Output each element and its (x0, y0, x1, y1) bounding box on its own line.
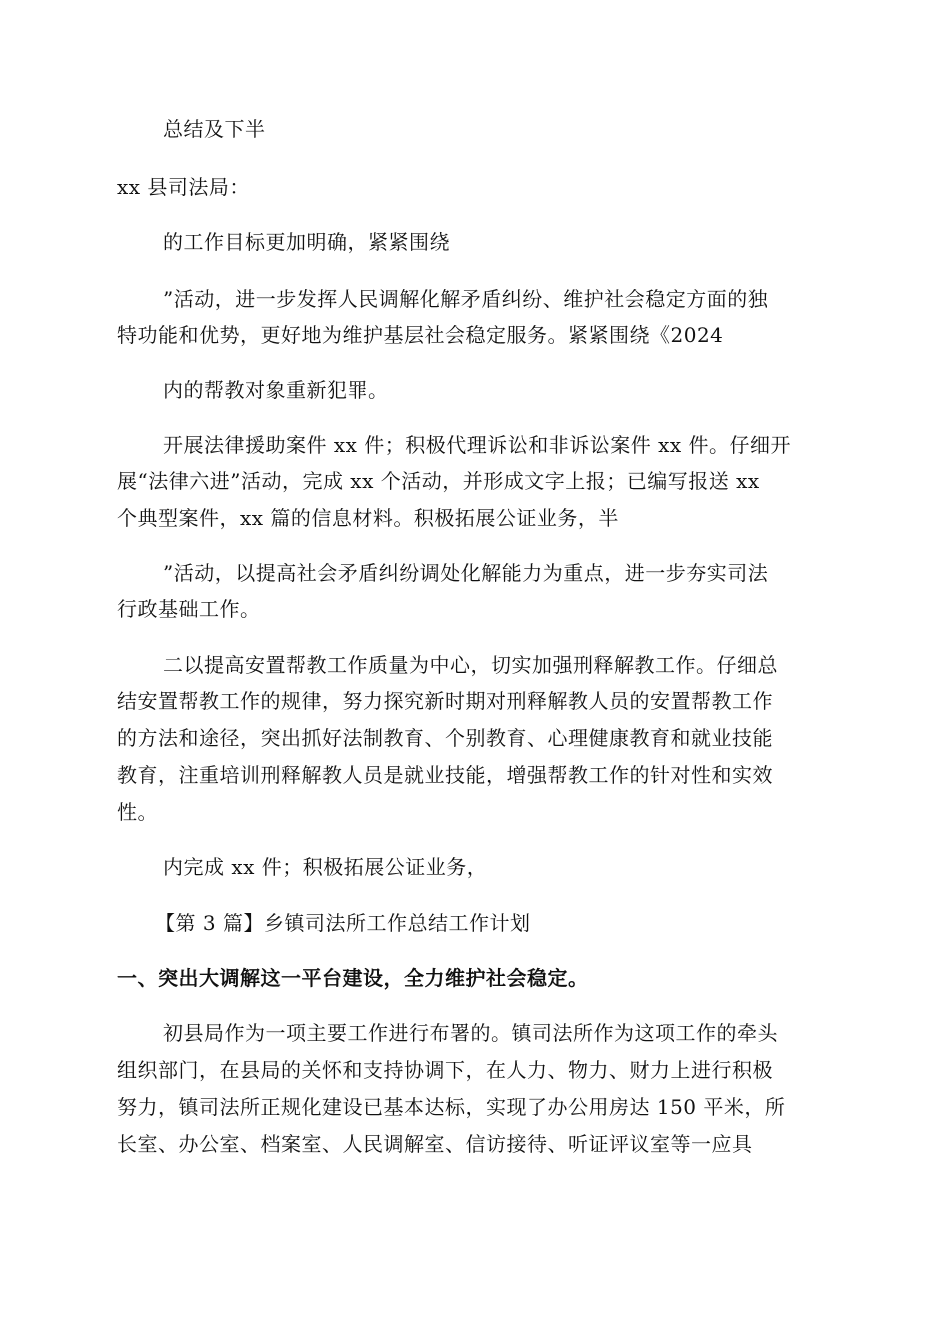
text-line: 总结及下半 (163, 117, 266, 141)
text-line: 组织部门，在县局的关怀和支持协调下，在人力、物力、财力上进行积极 (117, 1058, 773, 1082)
text-line: 内的帮教对象重新犯罪。 (163, 378, 389, 402)
text-line: 开展法律援助案件 xx 件；积极代理诉讼和非诉讼案件 xx 件。仔细开 (163, 433, 792, 457)
text-line: 性。 (117, 800, 158, 824)
text-line: 二以提高安置帮教工作质量为中心，切实加强刑释解教工作。仔细总 (163, 653, 778, 677)
text-line: 特功能和优势，更好地为维护基层社会稳定服务。紧紧围绕《2024 (117, 323, 724, 347)
text-line: 的方法和途径，突出抓好法制教育、个别教育、心理健康教育和就业技能 (117, 726, 773, 750)
salutation-line: xx 县司法局： (117, 175, 250, 199)
section-title: 【第 3 篇】乡镇司法所工作总结工作计划 (155, 911, 531, 935)
text-line: 初县局作为一项主要工作进行布署的。镇司法所作为这项工作的牵头 (163, 1021, 778, 1045)
text-line: 行政基础工作。 (117, 597, 261, 621)
text-line: ”活动，以提高社会矛盾纠纷调处化解能力为重点，进一步夯实司法 (163, 561, 769, 585)
text-line: 的工作目标更加明确，紧紧围绕 (163, 230, 450, 254)
text-line: 内完成 xx 件；积极拓展公证业务， (163, 855, 488, 879)
text-line: 教育，注重培训刑释解教人员是就业技能，增强帮教工作的针对性和实效 (117, 763, 773, 787)
section-heading: 一、突出大调解这一平台建设，全力维护社会稳定。 (117, 966, 589, 990)
text-line: 努力，镇司法所正规化建设已基本达标，实现了办公用房达 150 平米，所 (117, 1095, 786, 1119)
text-line: 个典型案件，xx 篇的信息材料。积极拓展公证业务，半 (117, 506, 619, 530)
text-line: 展“法律六进”活动，完成 xx 个活动，并形成文字上报；已编写报送 xx (117, 469, 760, 493)
text-line: ”活动，进一步发挥人民调解化解矛盾纠纷、维护社会稳定方面的独 (163, 287, 769, 311)
text-line: 长室、办公室、档案室、人民调解室、信访接待、听证评议室等一应具 (117, 1132, 753, 1156)
text-line: 结安置帮教工作的规律，努力探究新时期对刑释解教人员的安置帮教工作 (117, 689, 773, 713)
